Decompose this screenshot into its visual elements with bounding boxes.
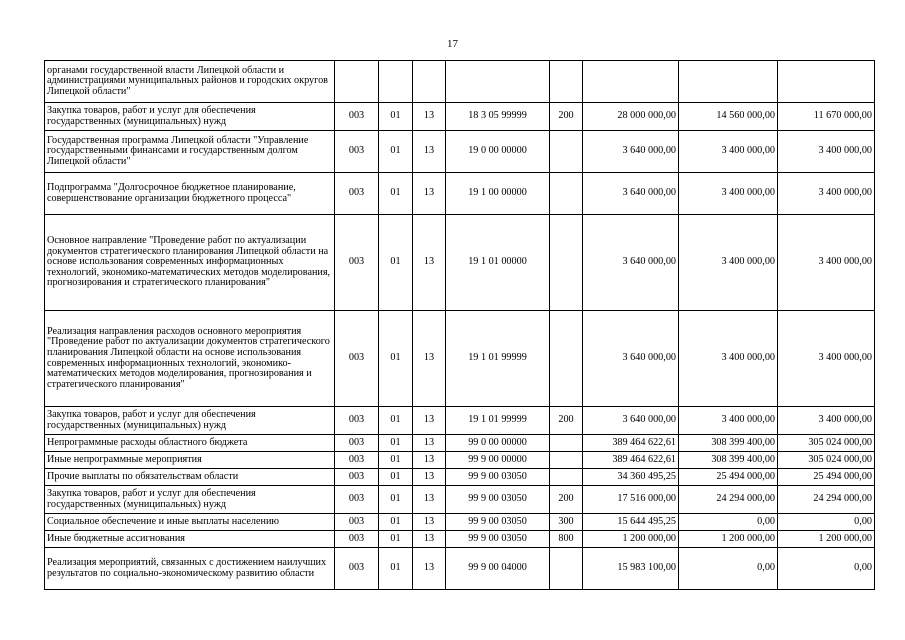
- cell-amount-year1: 389 464 622,61: [583, 452, 679, 469]
- cell-amount-year1: 15 644 495,25: [583, 514, 679, 531]
- cell-expense-type: 200: [550, 486, 583, 514]
- table-row: [45, 514, 875, 531]
- cell-amount-year2: 0,00: [679, 514, 778, 531]
- cell-amount-year3: 305 024 000,00: [778, 435, 875, 452]
- cell-amount-year1: 28 000 000,00: [583, 103, 679, 131]
- cell-name: Закупка товаров, работ и услуг для обеспечения государственных (муниципальных) нужд: [45, 407, 335, 435]
- cell-name: органами государственной власти Липецкой области и администрациями муниципальных районов и городских округов Липецкой области": [45, 61, 335, 103]
- cell-amount-year2: 3 400 000,00: [679, 173, 778, 215]
- cell-amount-year3: 305 024 000,00: [778, 452, 875, 469]
- cell-section: 01: [379, 514, 413, 531]
- cell-amount-year3: 3 400 000,00: [778, 407, 875, 435]
- cell-grbs: 003: [335, 435, 379, 452]
- table-row: [45, 131, 875, 173]
- cell-amount-year2: [679, 61, 778, 103]
- cell-target-article: 19 1 01 99999: [446, 407, 550, 435]
- cell-amount-year1: 1 200 000,00: [583, 531, 679, 548]
- cell-expense-type: [550, 469, 583, 486]
- cell-expense-type: 300: [550, 514, 583, 531]
- cell-section: [379, 61, 413, 103]
- cell-subsection: 13: [413, 452, 446, 469]
- cell-amount-year1: 17 516 000,00: [583, 486, 679, 514]
- cell-grbs: 003: [335, 131, 379, 173]
- cell-grbs: 003: [335, 531, 379, 548]
- table-row: [45, 469, 875, 486]
- cell-target-article: 19 1 01 00000: [446, 215, 550, 311]
- cell-grbs: 003: [335, 486, 379, 514]
- page-number: 17: [447, 38, 458, 50]
- cell-expense-type: [550, 311, 583, 407]
- cell-amount-year3: 3 400 000,00: [778, 311, 875, 407]
- cell-amount-year1: 389 464 622,61: [583, 435, 679, 452]
- cell-amount-year2: 0,00: [679, 548, 778, 590]
- cell-amount-year1: [583, 61, 679, 103]
- cell-amount-year2: 3 400 000,00: [679, 407, 778, 435]
- table-row: [45, 215, 875, 311]
- cell-grbs: 003: [335, 407, 379, 435]
- cell-grbs: 003: [335, 311, 379, 407]
- cell-amount-year1: 3 640 000,00: [583, 173, 679, 215]
- cell-expense-type: 200: [550, 407, 583, 435]
- cell-expense-type: [550, 548, 583, 590]
- cell-name: Реализация мероприятий, связанных с достижением наилучших результатов по социально-экономическому развитию области: [45, 548, 335, 590]
- cell-amount-year1: 3 640 000,00: [583, 407, 679, 435]
- cell-target-article: 99 0 00 00000: [446, 435, 550, 452]
- cell-target-article: 99 9 00 03050: [446, 514, 550, 531]
- cell-subsection: 13: [413, 435, 446, 452]
- cell-amount-year3: 25 494 000,00: [778, 469, 875, 486]
- cell-subsection: 13: [413, 215, 446, 311]
- cell-amount-year3: 3 400 000,00: [778, 215, 875, 311]
- cell-amount-year2: 25 494 000,00: [679, 469, 778, 486]
- cell-name: Закупка товаров, работ и услуг для обеспечения государственных (муниципальных) нужд: [45, 103, 335, 131]
- cell-subsection: 13: [413, 407, 446, 435]
- cell-section: 01: [379, 173, 413, 215]
- cell-name: Прочие выплаты по обязательствам области: [45, 469, 335, 486]
- cell-section: 01: [379, 452, 413, 469]
- cell-target-article: 18 3 05 99999: [446, 103, 550, 131]
- cell-grbs: 003: [335, 548, 379, 590]
- cell-grbs: 003: [335, 452, 379, 469]
- cell-amount-year1: 15 983 100,00: [583, 548, 679, 590]
- cell-subsection: 13: [413, 486, 446, 514]
- cell-section: 01: [379, 486, 413, 514]
- cell-target-article: 99 9 00 00000: [446, 452, 550, 469]
- cell-amount-year3: 11 670 000,00: [778, 103, 875, 131]
- cell-expense-type: 800: [550, 531, 583, 548]
- cell-section: 01: [379, 407, 413, 435]
- cell-subsection: 13: [413, 173, 446, 215]
- table-row: [45, 407, 875, 435]
- cell-grbs: 003: [335, 469, 379, 486]
- cell-grbs: 003: [335, 103, 379, 131]
- cell-section: 01: [379, 469, 413, 486]
- cell-subsection: 13: [413, 469, 446, 486]
- table-row: [45, 531, 875, 548]
- cell-name: Социальное обеспечение и иные выплаты населению: [45, 514, 335, 531]
- cell-amount-year1: 3 640 000,00: [583, 215, 679, 311]
- cell-expense-type: [550, 452, 583, 469]
- cell-amount-year2: 3 400 000,00: [679, 215, 778, 311]
- cell-subsection: [413, 61, 446, 103]
- cell-grbs: [335, 61, 379, 103]
- cell-name: Иные бюджетные ассигнования: [45, 531, 335, 548]
- cell-expense-type: [550, 173, 583, 215]
- cell-target-article: 19 0 00 00000: [446, 131, 550, 173]
- cell-amount-year2: 1 200 000,00: [679, 531, 778, 548]
- cell-expense-type: 200: [550, 103, 583, 131]
- cell-subsection: 13: [413, 131, 446, 173]
- cell-name: Непрограммные расходы областного бюджета: [45, 435, 335, 452]
- cell-target-article: [446, 61, 550, 103]
- budget-table: [44, 60, 875, 590]
- cell-amount-year3: 1 200 000,00: [778, 531, 875, 548]
- cell-name: Закупка товаров, работ и услуг для обеспечения государственных (муниципальных) нужд: [45, 486, 335, 514]
- cell-target-article: 99 9 00 03050: [446, 469, 550, 486]
- cell-amount-year2: 3 400 000,00: [679, 311, 778, 407]
- cell-subsection: 13: [413, 548, 446, 590]
- table-row: [45, 452, 875, 469]
- cell-amount-year3: 3 400 000,00: [778, 173, 875, 215]
- table-row: [45, 173, 875, 215]
- cell-section: 01: [379, 131, 413, 173]
- cell-section: 01: [379, 215, 413, 311]
- cell-grbs: 003: [335, 215, 379, 311]
- cell-subsection: 13: [413, 311, 446, 407]
- table-row: [45, 548, 875, 590]
- cell-amount-year3: 24 294 000,00: [778, 486, 875, 514]
- cell-expense-type: [550, 131, 583, 173]
- cell-section: 01: [379, 435, 413, 452]
- cell-amount-year2: 24 294 000,00: [679, 486, 778, 514]
- cell-amount-year3: 0,00: [778, 514, 875, 531]
- cell-subsection: 13: [413, 103, 446, 131]
- cell-section: 01: [379, 548, 413, 590]
- cell-section: 01: [379, 103, 413, 131]
- cell-subsection: 13: [413, 531, 446, 548]
- cell-name: Иные непрограммные мероприятия: [45, 452, 335, 469]
- cell-amount-year3: 3 400 000,00: [778, 131, 875, 173]
- cell-amount-year2: 308 399 400,00: [679, 452, 778, 469]
- cell-amount-year1: 3 640 000,00: [583, 131, 679, 173]
- cell-name: Реализация направления расходов основного мероприятия "Проведение работ по актуализации документов стратегического планирования Липецкой области на основе использования современных информационных технологий, экономико-математических методов моделирования, прогнозирования и стратегического планирования": [45, 311, 335, 407]
- cell-target-article: 99 9 00 04000: [446, 548, 550, 590]
- cell-section: 01: [379, 311, 413, 407]
- cell-expense-type: [550, 435, 583, 452]
- cell-amount-year2: 308 399 400,00: [679, 435, 778, 452]
- cell-target-article: 19 1 01 99999: [446, 311, 550, 407]
- cell-amount-year2: 14 560 000,00: [679, 103, 778, 131]
- cell-target-article: 99 9 00 03050: [446, 486, 550, 514]
- cell-grbs: 003: [335, 173, 379, 215]
- cell-name: Подпрограмма "Долгосрочное бюджетное планирование, совершенствование организации бюджетного процесса": [45, 173, 335, 215]
- cell-target-article: 99 9 00 03050: [446, 531, 550, 548]
- cell-section: 01: [379, 531, 413, 548]
- cell-name: Государственная программа Липецкой области "Управление государственными финансами и государственным долгом Липецкой области": [45, 131, 335, 173]
- cell-amount-year1: 3 640 000,00: [583, 311, 679, 407]
- cell-amount-year2: 3 400 000,00: [679, 131, 778, 173]
- table-row: [45, 103, 875, 131]
- cell-expense-type: [550, 61, 583, 103]
- table-row: [45, 435, 875, 452]
- cell-grbs: 003: [335, 514, 379, 531]
- cell-amount-year3: 0,00: [778, 548, 875, 590]
- cell-amount-year3: [778, 61, 875, 103]
- cell-amount-year1: 34 360 495,25: [583, 469, 679, 486]
- cell-name: Основное направление "Проведение работ по актуализации документов стратегического планирования Липецкой области на основе использования современных информационных технологий, экономико-математических методов моделирования, прогнозирования и стратегического планирования": [45, 215, 335, 311]
- cell-expense-type: [550, 215, 583, 311]
- cell-target-article: 19 1 00 00000: [446, 173, 550, 215]
- table-row: [45, 486, 875, 514]
- table-row: [45, 311, 875, 407]
- cell-subsection: 13: [413, 514, 446, 531]
- table-row: [45, 61, 875, 103]
